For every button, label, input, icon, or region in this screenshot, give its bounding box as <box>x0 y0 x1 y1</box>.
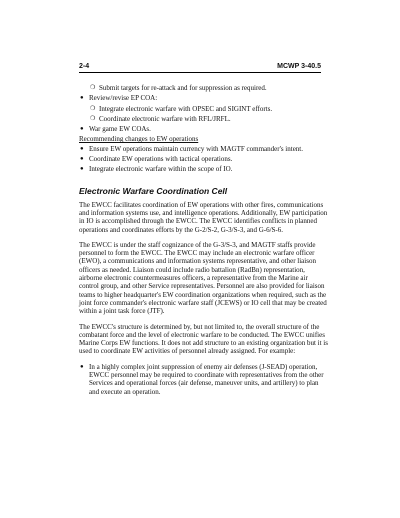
bullet-item: ● War game EW COAs. <box>80 125 151 134</box>
bullet-icon: ● <box>80 126 84 133</box>
sub-bullet-item: ❍ Integrate electronic warfare with OPSEC and SIGINT efforts. <box>90 104 273 113</box>
page-header <box>79 63 321 73</box>
page-number: 2-4 <box>79 63 90 70</box>
sub-bullet-icon: ❍ <box>90 85 96 91</box>
bullet-item: ● Integrate electronic warfare within the scope of IO. <box>80 165 233 174</box>
sub-bullet-item: ❍ Coordinate electronic warfare with RFL/JRFL. <box>90 114 231 123</box>
bullet-item: ● Ensure EW operations maintain currency with MAGTF commander's intent. <box>80 144 303 153</box>
bullet-icon: ● <box>80 95 84 102</box>
bullet-icon: ● <box>80 166 84 173</box>
paragraph: The EWCC is under the staff cognizance of the G-3/S-3, and MAGTF staffs provide personnel to form the EWCC. The EWCC may include an electronic warfare officer (EWO), a communications and information systems representative, and other liaison officers as needed. Liaison could include radio battalion (RadBn) representation, airborne electronic countermeasures officers, a representative from the Marine air control group, and other Service representatives. Personnel are also provided for liaison teams to higher headquarter's EW coordination organizations when required, such as the joint force commander's electronic warfare staff (JCEWS) or IO cell that may be created within a joint task force (JTF). <box>79 240 327 316</box>
bullet-item: ● Coordinate EW operations with tactical operations. <box>80 155 233 164</box>
bullet-item: ● In a highly complex joint suppression of enemy air defenses (J-SEAD) operation, EWCC personnel may be required to coordinate with representatives from the other Services and operational forces (air defense, maneuver units, and artillery) to plan and execute an operation. <box>80 362 324 396</box>
bullet-icon: ● <box>80 363 84 370</box>
paragraph: The EWCC's structure is determined by, but not limited to, the overall structure of the combatant force and the level of electronic warfare to be conducted. The EWCC unifies Marine Corps EW functions. It does not add structure to an existing organization but it is used to coordinate EW activities of personnel already assigned. For example: <box>79 322 328 356</box>
sub-bullet-icon: ❍ <box>90 105 96 112</box>
bullet-icon: ● <box>80 156 84 163</box>
paragraph: The EWCC facilitates coordination of EW operations with other fires, communications and information systems use, and intelligence operations. Additionally, EW participation in IO is accomplished through the EWCC. The EWCC identifies conflicts in planned operations and coordinates efforts by the G-2/S-2, G-3/S-3, and G-6/S-6. <box>79 200 328 234</box>
sub-bullet-item: ❍ Submit targets for re-attack and for suppression as required. <box>90 84 267 92</box>
sub-bullet-icon: ❍ <box>90 115 96 122</box>
bullet-item: ● Review/revise EP COA: <box>80 94 158 103</box>
document-id: MCWP 3-40.5 <box>277 63 321 70</box>
underlined-heading: Recommending changes to EW operations <box>79 135 199 144</box>
section-title: Electronic Warfare Coordination Cell <box>79 185 228 196</box>
page-content <box>79 84 329 398</box>
bullet-icon: ● <box>80 145 84 152</box>
